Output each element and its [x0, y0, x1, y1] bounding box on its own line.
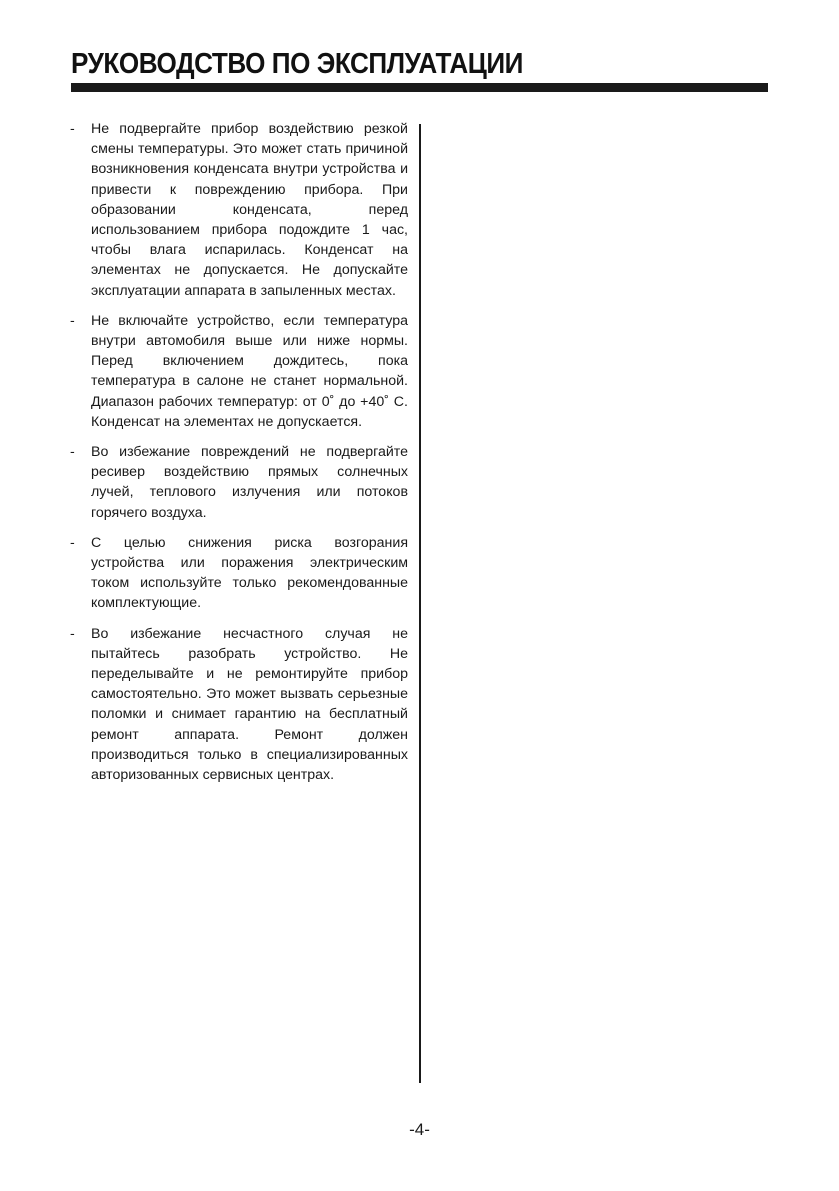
page-number: -4-: [409, 1120, 430, 1139]
safety-note-text: Не включайте устройство, если температура внутри автомобиля выше или ниже нормы. Перед включением дождитесь, пока температура в салоне не станет нормальной. Диапазон рабочих температур: от 0˚ до +40˚ С. Конденсат на элементах не допускается.: [91, 312, 408, 430]
safety-note: [70, 119, 408, 301]
page-title: РУКОВОДСТВО ПО ЭКСПЛУАТАЦИИ: [71, 48, 523, 80]
safety-note-text: Во избежание несчастного случая не пытайтесь разобрать устройство. Не переделывайте и не ремонтируйте прибор самостоятельно. Это может вызвать серьезные поломки и снимает гарантию на бесплатный ремонт аппарата. Ремонт должен производиться только в специализированных авторизованных сервисных центрах.: [91, 625, 408, 784]
safety-note-text: С целью снижения риска возгорания устройства или поражения электрическим током используйте только рекомендованные комплектующие.: [91, 534, 408, 612]
list-dash: -: [70, 312, 75, 329]
list-dash: -: [70, 625, 75, 642]
safety-note: [70, 624, 408, 786]
safety-note: [70, 311, 408, 432]
safety-note-text: Не подвергайте прибор воздействию резкой смены температуры. Это может стать причиной возникновения конденсата внутри устройства и привести к повреждению прибора. При образовании конденсата, перед использованием прибора подождите 1 час, чтобы влага испарилась. Конденсат на элементах не допускается. Не допускайте эксплуатации аппарата в запыленных местах.: [91, 121, 408, 299]
safety-notes-list: [70, 119, 408, 795]
safety-note-text: Во избежание повреждений не подвергайте ресивер воздействию прямых солнечных лучей, теплового излучения или потоков горячего воздуха.: [91, 444, 408, 521]
safety-note: [70, 533, 408, 614]
list-dash: -: [70, 121, 75, 137]
column-divider: [419, 124, 421, 1083]
list-dash: -: [70, 534, 75, 551]
title-rule: [71, 83, 768, 92]
list-dash: -: [70, 444, 75, 461]
safety-note: [70, 442, 408, 523]
